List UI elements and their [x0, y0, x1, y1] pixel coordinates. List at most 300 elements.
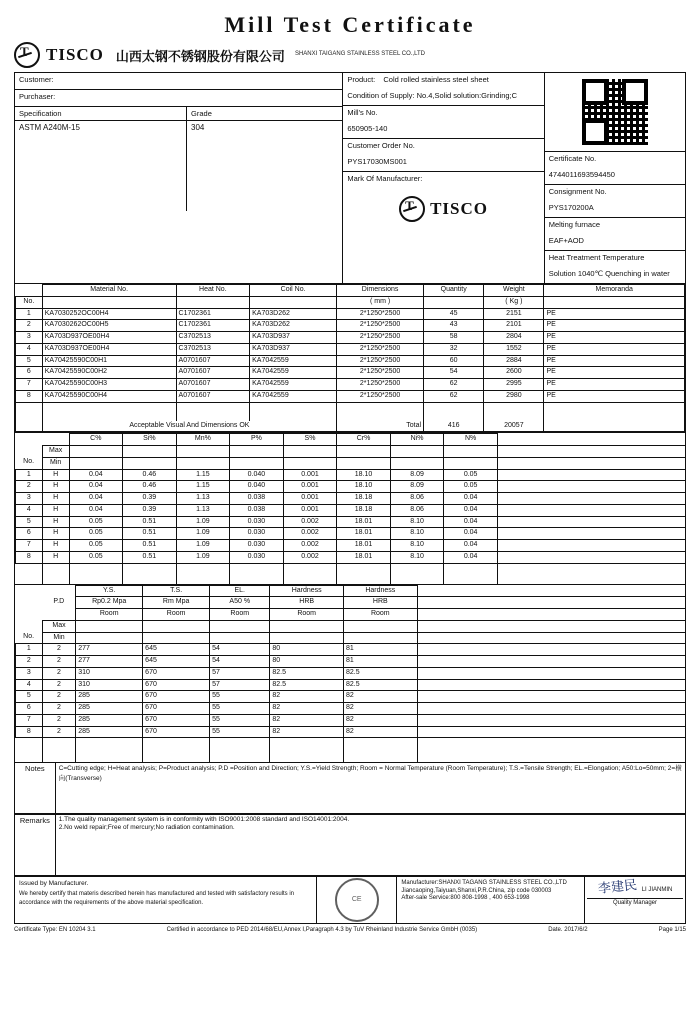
mech-ys: 277: [76, 644, 143, 656]
mech-ts: 670: [143, 726, 210, 738]
chem-row-type: H: [42, 504, 69, 516]
row-weight: 1552: [484, 343, 544, 355]
row-no: 7: [16, 379, 43, 391]
qr-code: [545, 73, 685, 152]
table-row: [16, 551, 686, 563]
chem-ni: 8.06: [390, 504, 444, 516]
row-material-no: KA70425590C00H3: [42, 379, 176, 391]
row-memoranda: PE: [544, 367, 685, 379]
chem-row-type: H: [42, 551, 69, 563]
conformance-text: Certified in accordance to PED 2014/68/EU,Annex I,Paragraph 4.3 by TuV Rheinland Industrie Service GmbH (0035): [166, 927, 478, 934]
manufacturer-address: Jiancaoping,Taiyuan,Shanxi,P.R.China, zip code 030003: [401, 887, 552, 894]
chem-row-no: 8: [16, 551, 43, 563]
consignment-no-value: PYS170200A: [545, 201, 685, 218]
manufacturer-cell: [397, 877, 585, 923]
mech-hrb1: 82.5: [270, 667, 344, 679]
mech-hrb1: 80: [270, 644, 344, 656]
condition-value: No.4,Solid solution:Grinding;C: [416, 91, 518, 100]
row-material-no: KA7030262OC00H5: [42, 320, 176, 332]
row-heat-no: A0701607: [176, 367, 250, 379]
row-memoranda: PE: [544, 355, 685, 367]
mills-no-value: 650905-140: [343, 122, 543, 139]
row-memoranda: PE: [544, 320, 685, 332]
mech-hrb2: 82.5: [344, 679, 418, 691]
chem-si: 0.39: [123, 504, 177, 516]
chem-mn: 1.09: [176, 540, 230, 552]
brand-cn-sub: SHANXI TAIGANG STAINLESS STEEL CO.,LTD: [294, 51, 425, 58]
table-row: [16, 469, 686, 481]
mech-row-no: 1: [16, 644, 43, 656]
row-dimensions: 2*1250*2500: [337, 320, 424, 332]
row-material-no: KA70425590C00H1: [42, 355, 176, 367]
col-hardness-1-temp: Room: [270, 609, 344, 621]
chem-n: 0.04: [444, 516, 498, 528]
mech-hrb2: 81: [344, 656, 418, 668]
melting-furnace-value: EAF+AOD: [545, 234, 685, 251]
mech-row-pd: 2: [42, 656, 75, 668]
col-hardness-2: Hardness: [344, 585, 418, 597]
mechanical-header-row1: [16, 585, 686, 597]
issued-by-cell: [15, 877, 317, 923]
mech-el: 55: [210, 703, 270, 715]
table-row: [16, 332, 685, 344]
mech-el: 57: [210, 679, 270, 691]
chem-row-type: H: [42, 540, 69, 552]
row-dimensions: 2*1250*2500: [337, 343, 424, 355]
mech-row-pd: 2: [42, 726, 75, 738]
chem-si: 0.51: [123, 516, 177, 528]
chem-row-no: 6: [16, 528, 43, 540]
col-quantity: Quantity: [424, 285, 484, 297]
chem-mn: 1.13: [176, 493, 230, 505]
chem-mn: 1.09: [176, 516, 230, 528]
mech-ys: 277: [76, 656, 143, 668]
row-dimensions: 2*1250*2500: [337, 355, 424, 367]
col-hardness-1-unit: HRB: [270, 597, 344, 609]
col-memoranda: Memoranda: [544, 285, 685, 297]
chemistry-max-row: [16, 446, 686, 458]
tisco-logo-icon-small: [399, 196, 425, 222]
declaration-text: We hereby certify that materis described herein has manufactured and tested with satisfactory results in accordance with the requirements of the above material specification.: [19, 891, 295, 907]
mech-hrb2: 82: [344, 691, 418, 703]
mech-el: 54: [210, 644, 270, 656]
page-number: Page 1/15: [658, 927, 686, 934]
manufacturer-name: Manufacturer:SHANXI TAGANG STAINLESS STEEL CO.,LTD: [401, 880, 567, 887]
table-row: [16, 493, 686, 505]
row-no: 5: [16, 355, 43, 367]
mech-hrb2: 82: [344, 703, 418, 715]
chem-s: 0.001: [283, 504, 337, 516]
chem-max-label: Max: [42, 446, 69, 458]
col-cr: Cr%: [337, 434, 391, 446]
tisco-mark-text: TISCO: [430, 199, 488, 218]
table-row: [16, 320, 685, 332]
chemistry-blank-row: [16, 563, 686, 584]
certificate-no-value: 4744011693594450: [545, 168, 685, 185]
header-left-column: [15, 73, 343, 283]
table-row: [16, 481, 686, 493]
col-el-temp: Room: [210, 609, 270, 621]
col-ts-unit: Rm Mpa: [143, 597, 210, 609]
row-dimensions: 2*1250*2500: [337, 367, 424, 379]
chem-cr: 18.18: [337, 504, 391, 516]
brand-header: [0, 42, 700, 72]
col-ys: Y.S.: [76, 585, 143, 597]
specification-value: ASTM A240M-15: [15, 121, 187, 211]
mech-row-no: 6: [16, 703, 43, 715]
col-dimensions: Dimensions: [337, 285, 424, 297]
col-coil-no: Coil No.: [250, 285, 337, 297]
mech-row-no: 8: [16, 726, 43, 738]
mech-hrb1: 82: [270, 703, 344, 715]
signature-latin: LI JIANMIN: [641, 887, 673, 894]
chem-row-no: 1: [16, 469, 43, 481]
mechanical-max-row: [16, 620, 686, 632]
col-heat-no: Heat No.: [176, 285, 250, 297]
chem-row-type: H: [42, 516, 69, 528]
purchaser-label: Purchaser:: [15, 90, 342, 107]
product-label: Product:: [347, 75, 376, 84]
product-value: Cold rolled stainless steel sheet: [383, 75, 489, 84]
chem-mn: 1.15: [176, 481, 230, 493]
quality-manager-label: Quality Manager: [587, 898, 683, 908]
chem-c: 0.04: [69, 481, 123, 493]
row-coil-no: KA7042559: [250, 367, 337, 379]
row-coil-no: KA7042559: [250, 355, 337, 367]
mech-row-pd: 2: [42, 714, 75, 726]
mech-hrb1: 82: [270, 726, 344, 738]
chem-p: 0.030: [230, 516, 284, 528]
col-ys-unit: Rp0.2 Mpa: [76, 597, 143, 609]
chemistry-min-row: [16, 457, 686, 469]
row-quantity: 43: [424, 320, 484, 332]
chem-p: 0.040: [230, 481, 284, 493]
mech-el: 55: [210, 714, 270, 726]
mech-hrb2: 81: [344, 644, 418, 656]
mech-hrb1: 80: [270, 656, 344, 668]
chem-row-no: 7: [16, 540, 43, 552]
signature-table: [15, 877, 685, 923]
chem-mn: 1.15: [176, 469, 230, 481]
mech-no-label: No.: [16, 632, 43, 644]
chem-cr: 18.01: [337, 528, 391, 540]
signature-cell: [584, 877, 685, 923]
mechanical-min-row: [16, 632, 686, 644]
table-row: [16, 703, 686, 715]
materials-table: [15, 284, 685, 432]
chem-cr: 18.10: [337, 481, 391, 493]
col-ts: T.S.: [143, 585, 210, 597]
row-weight: 2884: [484, 355, 544, 367]
col-material-no: Material No.: [42, 285, 176, 297]
row-quantity: 62: [424, 390, 484, 402]
table-row: [16, 355, 685, 367]
mech-hrb1: 82: [270, 691, 344, 703]
mech-el: 57: [210, 667, 270, 679]
mech-ys: 285: [76, 691, 143, 703]
row-memoranda: PE: [544, 379, 685, 391]
col-ni: Ni%: [390, 434, 444, 446]
row-weight: 2995: [484, 379, 544, 391]
issued-by-label: Issued by Manufacturer.: [19, 880, 89, 888]
chem-row-type: H: [42, 528, 69, 540]
mech-ts: 670: [143, 679, 210, 691]
row-heat-no: A0701607: [176, 355, 250, 367]
row-heat-no: C1702361: [176, 308, 250, 320]
chem-mn: 1.09: [176, 528, 230, 540]
chem-n: 0.04: [444, 540, 498, 552]
table-row: [16, 679, 686, 691]
materials-total-row: [16, 421, 685, 432]
mech-ts: 670: [143, 691, 210, 703]
row-coil-no: KA7042559: [250, 390, 337, 402]
heat-treatment-value: Solution 1040℃ Quenching in water: [548, 269, 670, 278]
chem-cr: 18.10: [337, 469, 391, 481]
mech-hrb2: 82: [344, 714, 418, 726]
header-middle-column: [343, 73, 544, 283]
row-heat-no: C3702513: [176, 332, 250, 344]
chem-n: 0.04: [444, 528, 498, 540]
row-weight: 2151: [484, 308, 544, 320]
chem-si: 0.51: [123, 540, 177, 552]
row-no: 1: [16, 308, 43, 320]
chem-c: 0.05: [69, 551, 123, 563]
row-quantity: 60: [424, 355, 484, 367]
row-quantity: 58: [424, 332, 484, 344]
certificate-type: Certificate Type: EN 10204 3.1: [14, 927, 96, 934]
table-row: [16, 390, 685, 402]
signature-block: [14, 876, 686, 924]
row-quantity: 32: [424, 343, 484, 355]
mech-row-pd: 2: [42, 679, 75, 691]
mills-no-label: Mill's No.: [347, 108, 378, 117]
mech-row-no: 2: [16, 656, 43, 668]
chem-c: 0.05: [69, 540, 123, 552]
mech-ts: 670: [143, 714, 210, 726]
row-memoranda: PE: [544, 308, 685, 320]
table-row: [16, 504, 686, 516]
mech-hrb1: 82.5: [270, 679, 344, 691]
table-row: [16, 726, 686, 738]
row-weight: 2600: [484, 367, 544, 379]
mech-max-label: Max: [42, 620, 75, 632]
table-row: [16, 528, 686, 540]
chem-row-no: 3: [16, 493, 43, 505]
chem-n: 0.04: [444, 504, 498, 516]
chem-cr: 18.01: [337, 540, 391, 552]
chemistry-table: [15, 433, 685, 583]
row-weight: 2980: [484, 390, 544, 402]
row-dimensions: 2*1250*2500: [337, 308, 424, 320]
chemistry-header-row: [16, 434, 686, 446]
chem-min-label: Min: [42, 457, 69, 469]
total-quantity: 416: [424, 421, 484, 432]
row-material-no: KA70425590C00H4: [42, 390, 176, 402]
header-right-column: [545, 73, 685, 283]
row-dimensions: 2*1250*2500: [337, 390, 424, 402]
mech-el: 54: [210, 656, 270, 668]
chem-s: 0.001: [283, 493, 337, 505]
chem-c: 0.04: [69, 504, 123, 516]
chem-c: 0.04: [69, 469, 123, 481]
pd-label: P.D: [53, 597, 65, 605]
total-label: Total: [337, 421, 424, 432]
total-weight: 20057: [484, 421, 544, 432]
chem-si: 0.51: [123, 528, 177, 540]
row-no: 6: [16, 367, 43, 379]
chemistry-table-block: [14, 433, 686, 584]
remarks-row: [15, 815, 685, 875]
chem-s: 0.001: [283, 469, 337, 481]
row-heat-no: A0701607: [176, 379, 250, 391]
mech-row-no: 5: [16, 691, 43, 703]
row-no: 2: [16, 320, 43, 332]
row-quantity: 54: [424, 367, 484, 379]
materials-table-block: [14, 284, 686, 433]
mech-ts: 645: [143, 656, 210, 668]
mech-el: 55: [210, 726, 270, 738]
customer-order-value: PYS17030MS001: [343, 155, 543, 172]
mech-ys: 310: [76, 679, 143, 691]
col-el: EL.: [210, 585, 270, 597]
table-row: [16, 516, 686, 528]
chem-p: 0.038: [230, 493, 284, 505]
consignment-no-label: Consignment No.: [548, 187, 607, 196]
chem-no-label: No.: [16, 457, 43, 469]
customer-label: Customer:: [15, 73, 342, 90]
table-row: [16, 308, 685, 320]
mech-row-no: 4: [16, 679, 43, 691]
row-material-no: KA70425590C00H2: [42, 367, 176, 379]
weight-unit: ( Kg ): [484, 296, 544, 308]
brand-cn-name: 山西太钢不锈钢股份有限公司: [115, 48, 285, 64]
col-ts-temp: Room: [143, 609, 210, 621]
footer-date: [548, 927, 587, 933]
col-hardness-2-temp: Room: [344, 609, 418, 621]
mech-row-pd: 2: [42, 667, 75, 679]
row-coil-no: KA703D262: [250, 308, 337, 320]
chem-ni: 8.10: [390, 551, 444, 563]
chem-s: 0.002: [283, 551, 337, 563]
chem-p: 0.030: [230, 528, 284, 540]
chem-si: 0.39: [123, 493, 177, 505]
notes-label: Notes: [15, 763, 55, 814]
mech-ts: 670: [143, 703, 210, 715]
page-footer: [14, 924, 686, 933]
dimensions-unit: ( mm ): [337, 296, 424, 308]
row-memoranda: PE: [544, 332, 685, 344]
signature-cn: 李建民: [596, 877, 638, 897]
remarks-table: [15, 815, 685, 875]
row-coil-no: KA703D262: [250, 320, 337, 332]
ce-stamp-icon: CE: [335, 878, 379, 922]
col-mn: Mn%: [176, 434, 230, 446]
visual-note: Acceptable Visual And Dimensions OK: [42, 421, 336, 432]
row-quantity: 62: [424, 379, 484, 391]
mech-ts: 645: [143, 644, 210, 656]
chem-n: 0.04: [444, 493, 498, 505]
chem-row-no: 5: [16, 516, 43, 528]
brand-latin-name: TISCO: [46, 45, 104, 64]
col-si: Si%: [123, 434, 177, 446]
row-weight: 2804: [484, 332, 544, 344]
row-material-no: KA703D937OE00H4: [42, 343, 176, 355]
certificate-no-label: Certificate No.: [548, 154, 597, 163]
table-row: [16, 667, 686, 679]
table-row: [16, 691, 686, 703]
mech-hrb1: 82: [270, 714, 344, 726]
row-memoranda: PE: [544, 343, 685, 355]
chem-ni: 8.10: [390, 516, 444, 528]
chem-p: 0.038: [230, 504, 284, 516]
table-row: [16, 379, 685, 391]
melting-furnace-label: Melting furnace: [548, 220, 601, 229]
notes-block: [14, 763, 686, 815]
mechanical-header-row3: [16, 609, 686, 621]
mech-row-pd: 2: [42, 691, 75, 703]
chem-p: 0.030: [230, 540, 284, 552]
tisco-logo-icon: [14, 42, 40, 68]
condition-label: Condition of Supply:: [347, 91, 415, 100]
materials-subheader-row: [16, 296, 685, 308]
row-dimensions: 2*1250*2500: [337, 379, 424, 391]
materials-header-row: [16, 285, 685, 297]
mech-row-no: 7: [16, 714, 43, 726]
row-heat-no: A0701607: [176, 390, 250, 402]
chem-row-type: H: [42, 469, 69, 481]
date-label: Date.: [548, 927, 563, 934]
chem-n: 0.04: [444, 551, 498, 563]
mech-row-pd: 2: [42, 703, 75, 715]
mech-hrb2: 82: [344, 726, 418, 738]
col-s: S%: [283, 434, 337, 446]
row-dimensions: 2*1250*2500: [337, 332, 424, 344]
materials-blank-row: [16, 402, 685, 421]
mech-el: 55: [210, 691, 270, 703]
mech-ys: 285: [76, 714, 143, 726]
after-sale-service: After-sale Service:800 808-1998 , 400 653-1998: [401, 895, 530, 902]
row-weight: 2101: [484, 320, 544, 332]
chem-s: 0.002: [283, 540, 337, 552]
date-value: 2017/6/2: [564, 927, 588, 934]
chem-n: 0.05: [444, 481, 498, 493]
certificate-page: [0, 12, 700, 1011]
row-heat-no: C1702361: [176, 320, 250, 332]
header-info-block: [14, 72, 686, 284]
row-heat-no: C3702513: [176, 343, 250, 355]
chem-row-no: 4: [16, 504, 43, 516]
specification-label: Specification: [15, 107, 187, 120]
chem-s: 0.001: [283, 481, 337, 493]
col-n: N%: [444, 434, 498, 446]
row-material-no: KA703D937OE00H4: [42, 332, 176, 344]
row-coil-no: KA7042559: [250, 379, 337, 391]
ce-stamp-cell: [317, 877, 397, 923]
notes-row: [15, 763, 685, 814]
row-no: 3: [16, 332, 43, 344]
col-hardness-1: Hardness: [270, 585, 344, 597]
notes-text: C=Cutting edge; H=Heat analysis; P=Product analysis; P.D =Position and Direction; Y.S.=Yield Strength; Room = Normal Temperature (Room Temperature); T.S.=Tensile Strength; EL.=Elongation; A50:Lo=50mm; 2=横向(Transverse): [55, 763, 685, 814]
mechanical-header-row2: [16, 597, 686, 609]
chem-p: 0.040: [230, 469, 284, 481]
chem-ni: 8.10: [390, 528, 444, 540]
chem-c: 0.05: [69, 516, 123, 528]
remarks-text: [55, 815, 685, 875]
table-row: [16, 343, 685, 355]
mech-row-no: 3: [16, 667, 43, 679]
row-memoranda: PE: [544, 390, 685, 402]
chem-s: 0.002: [283, 528, 337, 540]
